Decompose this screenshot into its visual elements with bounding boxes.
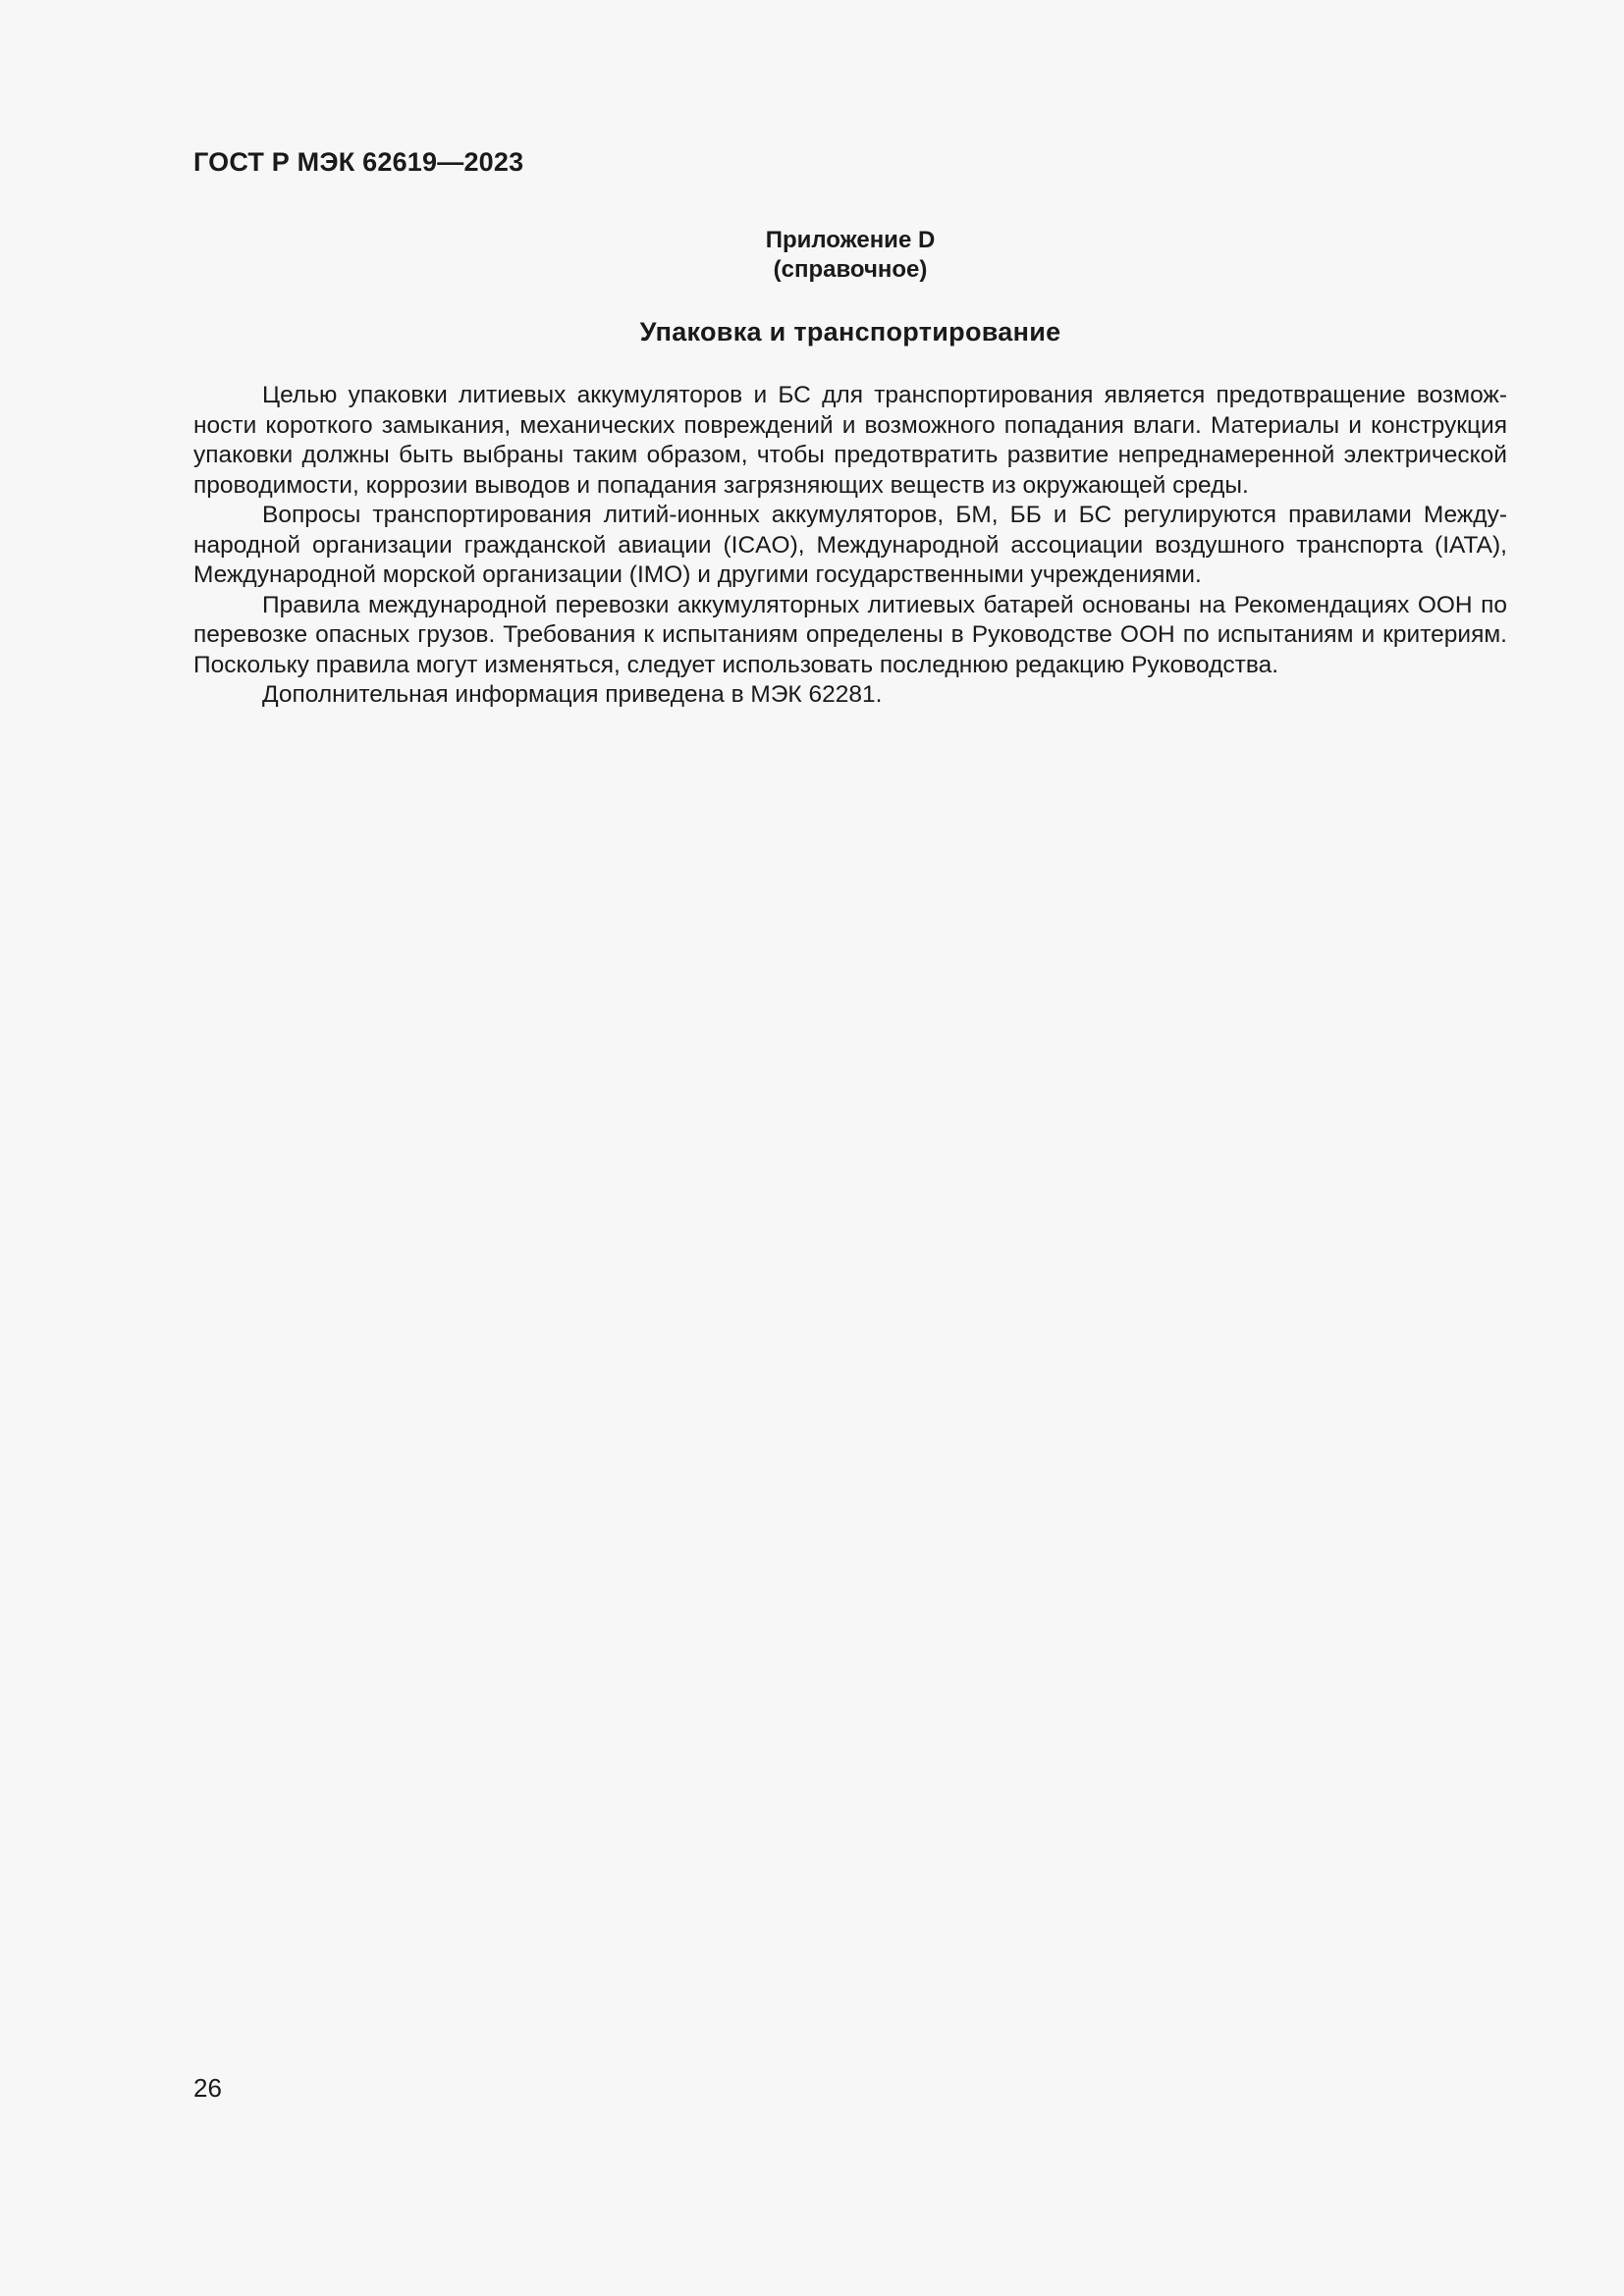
section-title: Упаковка и транспортирование <box>639 317 1061 347</box>
annex-heading <box>193 226 1507 285</box>
document-header: ГОСТ Р МЭК 62619—2023 <box>193 147 524 177</box>
paragraph: Дополнительная информация приведена в МЭК 62281. <box>262 681 883 708</box>
annex-type: (справочное) <box>773 256 928 283</box>
paragraph: Вопросы транспортирования литий-ионных аккумуляторов, БМ, ББ и БС регулируются правилами Международной организации гражданской авиации (ICAO), Международной ассоциации воздушного транспорта (IATA), Международной морской организации (IMO) и другими государственными учреждениями. <box>193 502 1507 588</box>
annex-title: Приложение D <box>765 227 936 253</box>
page-number: 26 <box>193 2073 222 2103</box>
paragraph: Правила международной перевозки аккумуляторных литиевых батарей основаны на Рекомендациях ООН по перевозке опасных грузов. Требования к испытаниям определены в Руководстве ООН по испытаниям и критериям. Поскольку правила могут изменяться, следует использовать последнюю редакцию Руководства. <box>193 591 1507 678</box>
paragraph: Целью упаковки литиевых аккумуляторов и БС для транспортирования является предотвращение возможности короткого замыкания, механических повреждений и возможного попадания влаги. Материалы и конструкция упаковки должны быть выбраны таким образом, чтобы предотвратить развитие непреднамеренной электрической проводимости, коррозии выводов и попадания загрязняющих веществ из окружающей среды. <box>193 382 1507 499</box>
body-text <box>193 381 1507 711</box>
